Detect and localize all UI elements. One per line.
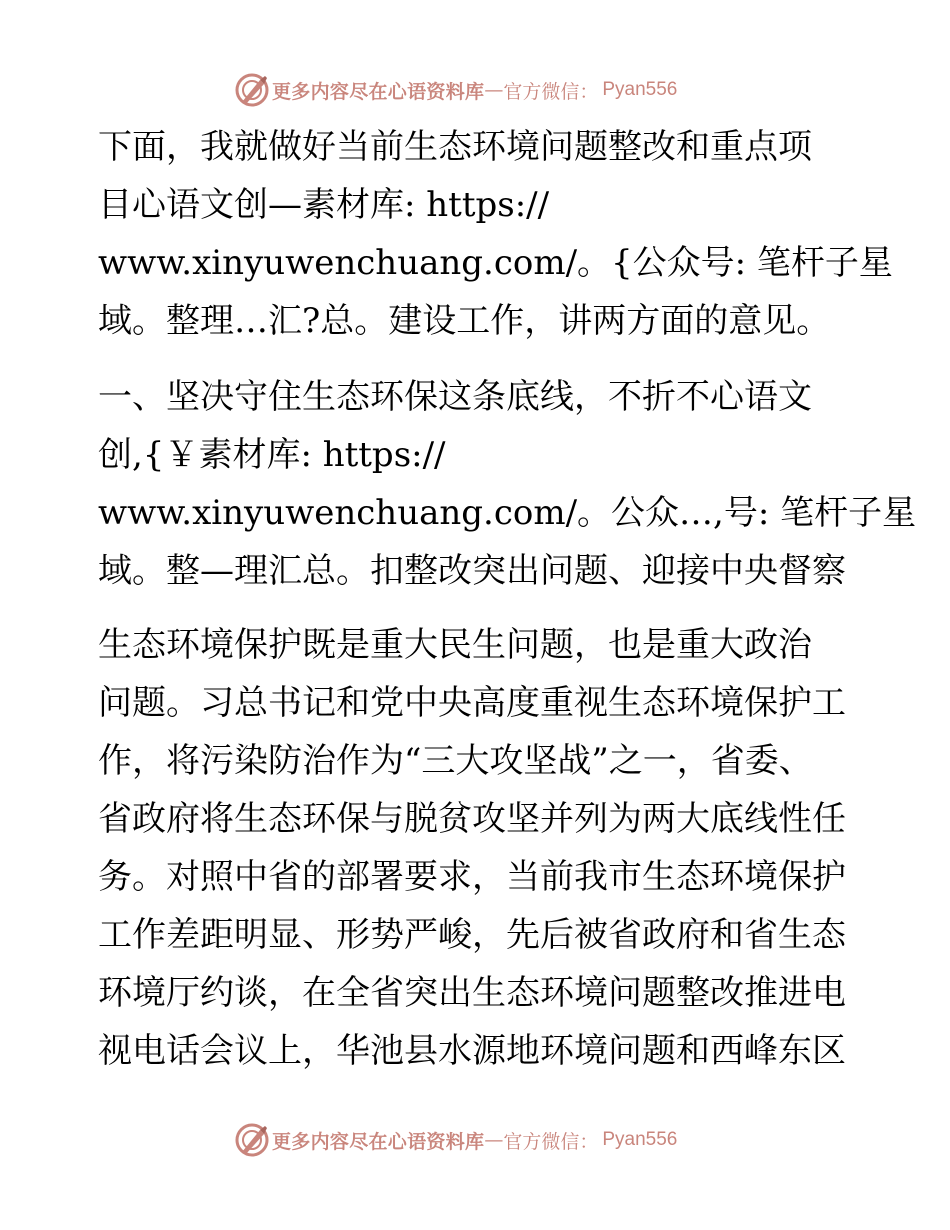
watermark-banner-bottom [0, 1120, 950, 1160]
text-line-content: 务。对照中省的部署要求，当前我市生态环境保护 [98, 857, 846, 897]
text-line-content: www.xinyuwenchuang.com/。公众…,号: 笔杆子星 [98, 493, 917, 533]
text-line [0, 431, 950, 479]
text-line-content: 目心语文创—素材库: https:// [98, 185, 550, 225]
text-line [0, 969, 950, 1017]
text-line [0, 489, 950, 537]
watermark-site-text: 更多内容尽在心语资料库 [272, 1130, 485, 1153]
pen-logo-icon [234, 72, 270, 108]
text-line [0, 547, 950, 595]
watermark-content [234, 1122, 677, 1158]
text-line-content: 工作差距明显、形势严峻，先后被省政府和省生态 [98, 915, 846, 955]
text-line-content: 域。整—理汇总。扣整改突出问题、迎接中央督察 [98, 551, 846, 591]
watermark-dash: — [484, 79, 504, 101]
watermark-banner-top [0, 70, 950, 110]
text-line-content: 问题。习总书记和党中央高度重视生态环境保护工 [98, 683, 846, 723]
text-line [0, 123, 950, 171]
text-line [0, 679, 950, 727]
watermark-wechat-id: Pyan556 [602, 1129, 678, 1150]
text-line-content: 下面，我就做好当前生态环境问题整改和重点项 [98, 127, 812, 167]
text-line-content: 生态环境保护既是重大民生问题，也是重大政治 [98, 625, 812, 665]
text-line-content: 作，将污染防治作为“三大攻坚战”之一，省委、 [98, 741, 813, 781]
text-line [0, 181, 950, 229]
text-line-content: 一、坚决守住生态环保这条底线，不折不心语文 [98, 377, 812, 417]
text-line [0, 1027, 950, 1075]
watermark-official-label: 官方微信： [503, 80, 599, 103]
watermark-dash: — [484, 1129, 504, 1151]
text-line [0, 621, 950, 669]
text-line-content: www.xinyuwenchuang.com/。{公众号: 笔杆子星 [98, 243, 893, 283]
watermark-official-label: 官方微信： [503, 1130, 599, 1153]
text-line-content: 视电话会议上，华池县水源地环境问题和西峰东区 [98, 1031, 846, 1071]
pen-logo-icon [234, 1122, 270, 1158]
watermark-site-text: 更多内容尽在心语资料库 [272, 80, 485, 103]
text-line-content: 域。整理…汇?总。建设工作，讲两方面的意见。 [98, 301, 831, 341]
text-line [0, 239, 950, 287]
text-line [0, 795, 950, 843]
text-line [0, 737, 950, 785]
text-line [0, 297, 950, 345]
text-line-content: 环境厅约谈，在全省突出生态环境问题整改推进电 [98, 973, 846, 1013]
text-line [0, 853, 950, 901]
text-line [0, 911, 950, 959]
text-line [0, 373, 950, 421]
text-line-content: 省政府将生态环保与脱贫攻坚并列为两大底线性任 [98, 799, 846, 839]
watermark-wechat-id: Pyan556 [602, 79, 678, 100]
text-line-content: 创,{￥素材库: https:// [98, 435, 446, 475]
watermark-content [234, 72, 677, 108]
